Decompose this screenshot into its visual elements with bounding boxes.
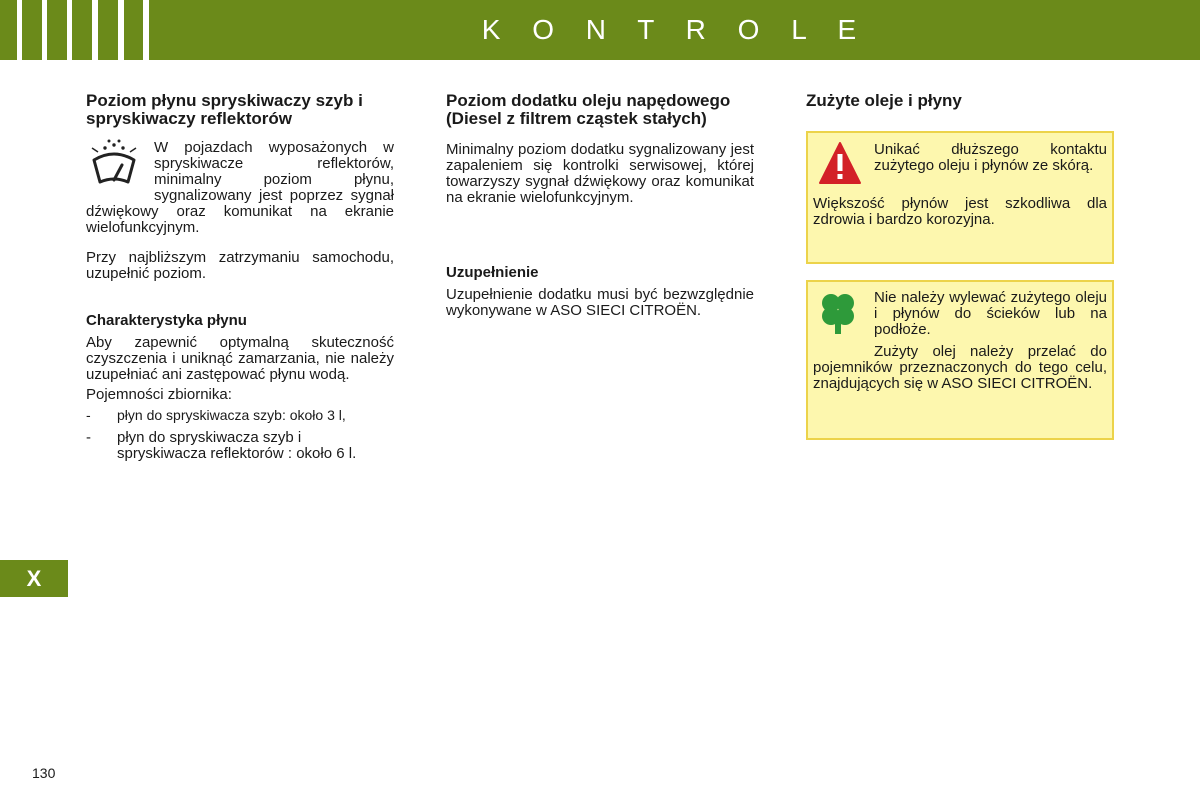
header-stripe: [67, 0, 72, 60]
paragraph: Uzupełnienie dodatku musi być bezwzględnie wykonywane w ASO SIECI CITROËN.: [446, 286, 754, 319]
column-diesel-additive: [446, 92, 754, 319]
list-dash: -: [86, 407, 91, 423]
paragraph: Aby zapewnić optymalną skuteczność czyszczenia i uniknąć zamarzania, nie należy uzupełniać ani zastępować płynu wodą.: [86, 334, 394, 383]
column-washer-fluid: [86, 92, 394, 462]
paragraph: Pojemności zbiornika:: [86, 386, 232, 403]
chapter-tab: X: [0, 560, 68, 597]
sub-heading: Charakterystyka płynu: [86, 312, 247, 329]
eco-text: Nie należy wylewać zużytego oleju i płynów do ścieków lub na podłoże.: [874, 289, 1107, 338]
section-heading: Poziom dodatku oleju napędowego (Diesel z filtrem cząstek stałych): [446, 91, 731, 128]
header-stripe: [118, 0, 124, 60]
page-number: 130: [32, 765, 56, 781]
section-heading: Poziom płynu spryskiwaczy szyb i spryskiwaczy reflektorów: [86, 91, 363, 128]
header-bar: [0, 0, 1200, 60]
paragraph: Przy najbliższym zatrzymaniu samochodu, uzupełnić poziom.: [86, 249, 394, 282]
section-heading: Zużyte oleje i płyny: [806, 91, 962, 110]
washer-fluid-icon: [86, 138, 146, 190]
column-used-oils: [806, 92, 1114, 110]
header-stripe: [42, 0, 47, 60]
warning-text: Większość płynów jest szkodliwa dla zdrowia i bardzo korozyjna.: [813, 195, 1107, 228]
warning-box: [806, 131, 1114, 264]
page-title: K O N T R O L E: [481, 14, 869, 45]
warning-text: Unikać dłuższego kontaktu zużytego oleju i płynów ze skórą.: [874, 141, 1107, 174]
header-stripe: [143, 0, 149, 60]
header-stripe: [92, 0, 98, 60]
warning-triangle-icon: [818, 141, 862, 190]
eco-text: Zużyty olej należy przelać do pojemników przeznaczonych do tego celu, znajdujących się w ASO SIECI CITROËN.: [813, 343, 1107, 392]
list-item: [86, 407, 394, 423]
paragraph: Minimalny poziom dodatku sygnalizowany jest zapaleniem się kontrolki serwisowej, której towarzyszy sygnał dźwiękowy oraz komunikat na ekranie wielofunkcyjnym.: [446, 141, 754, 206]
sub-heading: Uzupełnienie: [446, 264, 539, 281]
list-item-text: płyn do spryskiwacza szyb: około 3 l,: [117, 407, 346, 423]
list-item: [86, 430, 394, 462]
list-dash: -: [86, 429, 91, 446]
header-stripe: [17, 0, 22, 60]
clover-tree-icon: [820, 292, 856, 341]
paragraph: W pojazdach wyposażonych w spryskiwacze reflektorów, minimalny poziom płynu, sygnalizowany jest poprzez sygnał dźwiękowy oraz komunikat na ekranie wielofunkcyjnym.: [86, 139, 394, 236]
eco-box: [806, 280, 1114, 440]
list-item-text: płyn do spryskiwacza szyb i spryskiwacza reflektorów : około 6 l.: [117, 429, 357, 462]
